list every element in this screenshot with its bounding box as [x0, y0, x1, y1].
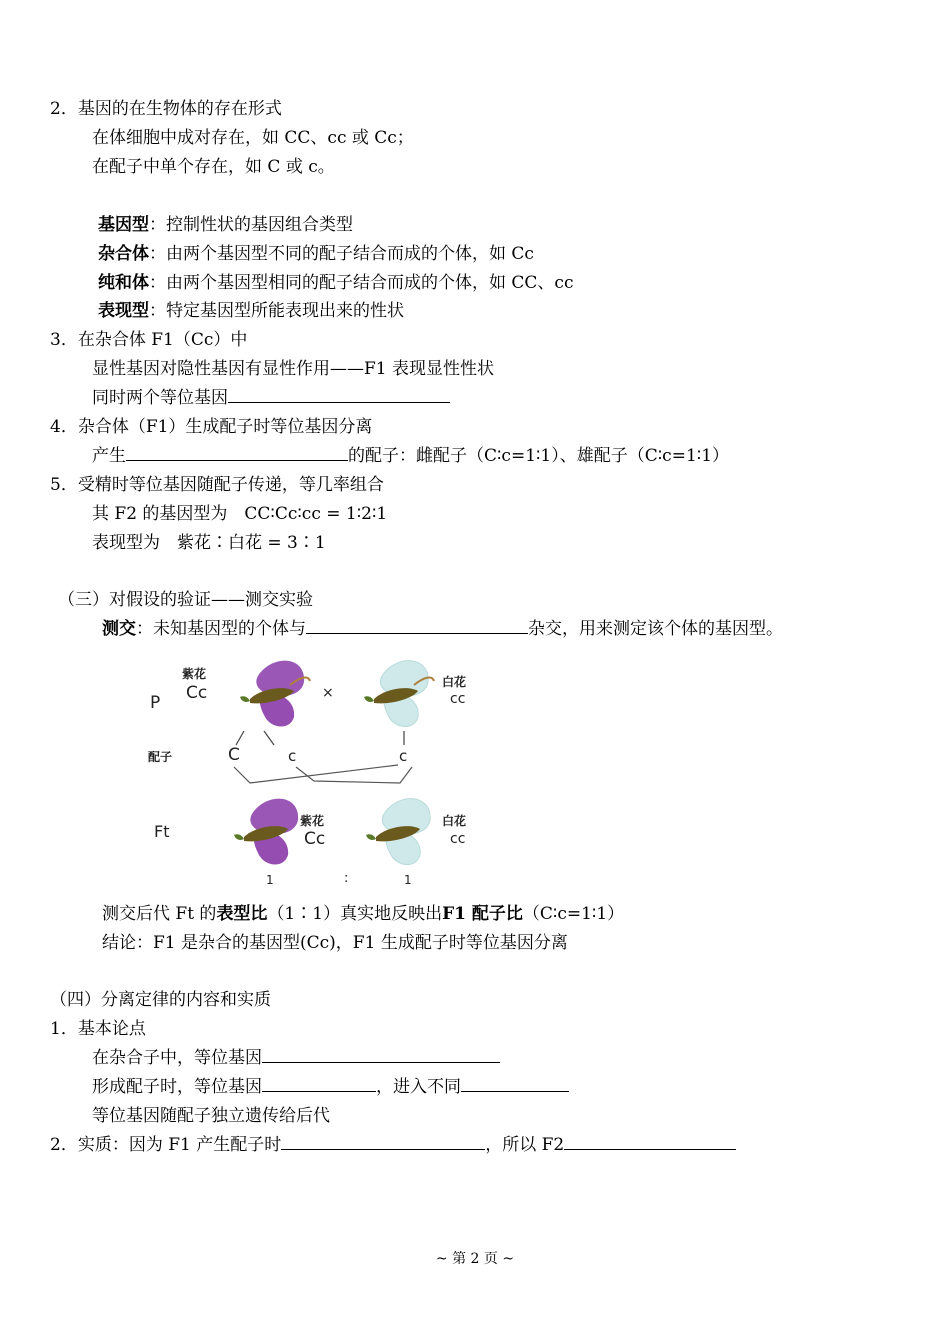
term-genotype: 基因型：控制性状的基因组合类型 [98, 215, 353, 235]
section-2-line2: 在配子中单个存在，如 C 或 c。 [92, 157, 335, 177]
white-flower-icon [364, 661, 434, 727]
section-5-line1: 其 F2 的基因型为 CC∶Cc∶cc = 1∶2∶1 [92, 504, 388, 524]
section-4-heading: 4．杂合体（F1）生成配子时等位基因分离 [50, 417, 373, 437]
ft-purple-name: 紫花 [300, 814, 325, 828]
blank-f2-result[interactable] [564, 1134, 736, 1150]
part-3-heading: （三）对假设的验证——测交实验 [58, 590, 313, 610]
ft-label: Ft [154, 822, 170, 841]
ft-white-flower-icon [366, 799, 430, 865]
section-2-line1: 在体细胞中成对存在，如 CC、cc 或 Cc； [92, 128, 414, 148]
point-2: 形成配子时，等位基因 ，进入不同 [92, 1076, 569, 1098]
p-label: P [150, 693, 161, 713]
gamete-C: C [228, 745, 240, 765]
ratio-colon: : [344, 871, 349, 886]
testcross-figure [140, 655, 500, 895]
purple-genotype: Cc [186, 683, 208, 703]
testcross-result: 测交后代 Ft 的表型比（1∶1）真实地反映出F1 配子比（C∶c=1∶1） [102, 904, 625, 924]
testcross-definition: 测交：未知基因型的个体与 杂交，用来测定该个体的基因型。 [102, 619, 783, 639]
ratio-right: 1 [404, 873, 412, 887]
white-name: 白花 [442, 675, 467, 689]
purple-name: 紫花 [182, 667, 207, 681]
part-4-essence: 2．实质：因为 F1 产生配子时 ，所以 F2 [50, 1134, 736, 1156]
section-3-line1: 显性基因对隐性基因有显性作用——F1 表现显性性状 [92, 359, 495, 379]
ft-white-genotype: cc [450, 831, 466, 847]
point-1: 在杂合子中，等位基因 [92, 1047, 500, 1069]
section-4-line1: 产生 的配子：雌配子（C∶c=1∶1）、雄配子（C∶c=1∶1） [92, 446, 730, 466]
term-heterozygote: 杂合体：由两个基因型不同的配子结合而成的个体，如 Cc [98, 244, 534, 264]
ft-purple-flower-icon [234, 799, 298, 865]
ratio-left: 1 [266, 873, 274, 887]
term-phenotype: 表现型：特定基因型所能表现出来的性状 [98, 301, 404, 321]
section-5-line2: 表现型为 紫花∶白花 = 3∶1 [92, 533, 326, 553]
section-2-heading: 2．基因的在生物体的存在形式 [50, 99, 282, 119]
blank-allele-state[interactable] [228, 387, 450, 403]
ft-white-name: 白花 [442, 814, 467, 828]
gamete-c-from-white: c [399, 747, 408, 765]
part-4-sub1: 1．基本论点 [50, 1019, 146, 1039]
page-number: ~ 第 2 页 ~ [435, 1251, 515, 1267]
ft-purple-genotype: Cc [304, 829, 326, 849]
blank-gamete-types[interactable] [126, 445, 348, 461]
point-3: 等位基因随配子独立遗传给后代 [92, 1106, 330, 1126]
gamete-label: 配子 [148, 750, 173, 764]
blank-testcross-partner[interactable] [306, 618, 528, 634]
section-5-heading: 5．受精时等位基因随配子传递，等几率组合 [50, 475, 384, 495]
blank-allele-heterozygote[interactable] [262, 1047, 500, 1063]
purple-flower-icon [240, 661, 310, 727]
testcross-conclusion: 结论：F1 是杂合的基因型(Cc)，F1 生成配子时等位基因分离 [102, 933, 568, 953]
blank-allele-separation[interactable] [262, 1076, 376, 1092]
blank-gametes[interactable] [461, 1076, 569, 1092]
section-3-line2: 同时两个等位基因 [92, 387, 450, 409]
gamete-c-from-purple: c [288, 747, 297, 765]
term-homozygote: 纯和体：由两个基因型相同的配子结合而成的个体，如 CC、cc [98, 273, 574, 293]
part-4-heading: （四）分离定律的内容和实质 [50, 990, 271, 1010]
white-genotype: cc [450, 691, 466, 707]
section-3-heading: 3．在杂合体 F1（Cc）中 [50, 330, 248, 350]
blank-f1-gamete-production[interactable] [281, 1134, 485, 1150]
cross-symbol: × [322, 685, 334, 701]
